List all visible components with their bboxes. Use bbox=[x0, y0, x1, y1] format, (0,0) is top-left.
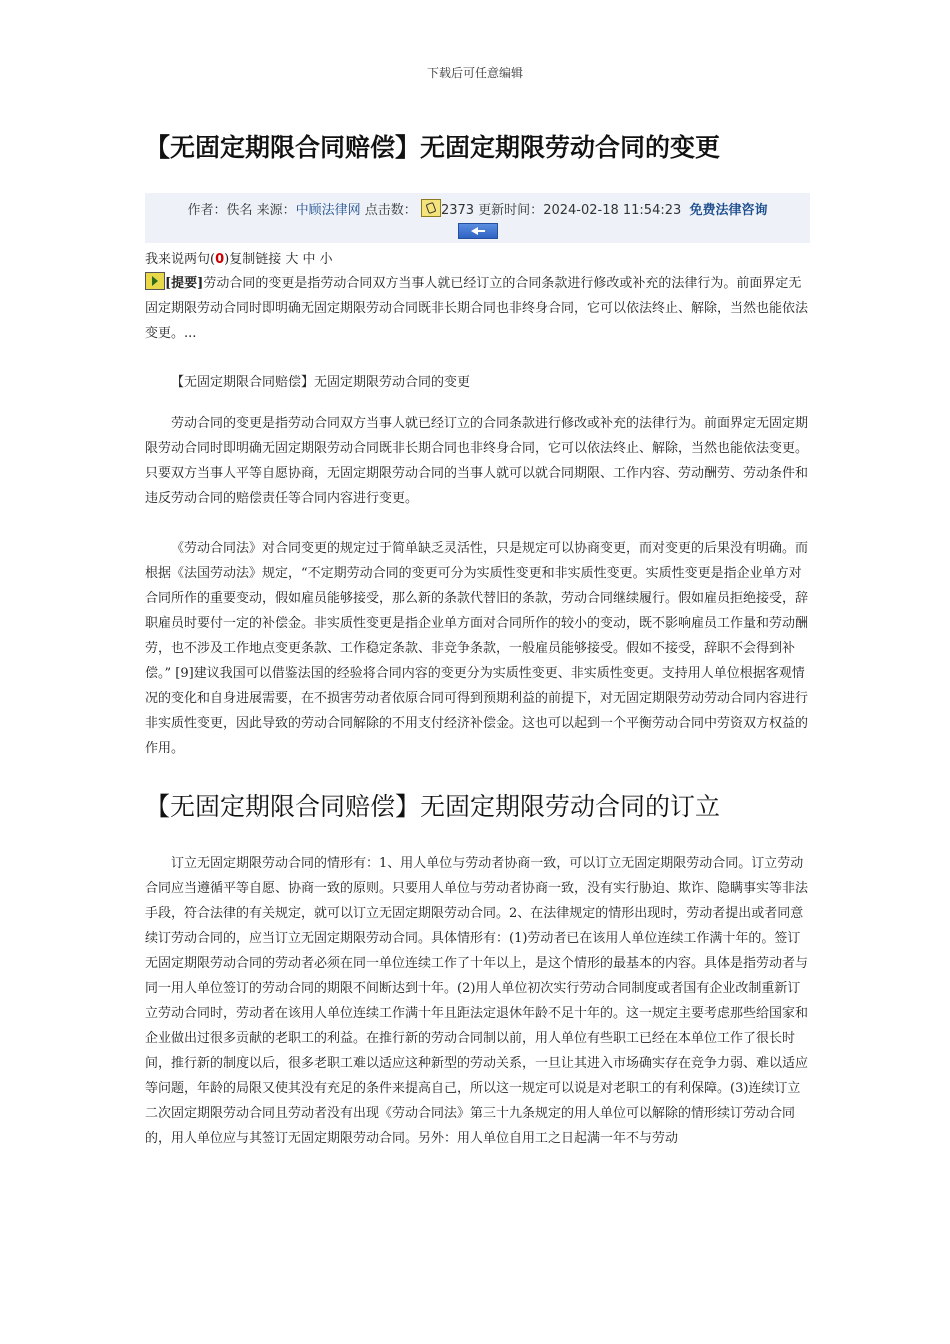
article-meta-bar bbox=[145, 193, 810, 243]
back-arrow-button[interactable] bbox=[458, 223, 498, 239]
comment-count: 0 bbox=[215, 252, 225, 267]
font-size-medium[interactable]: 中 bbox=[302, 252, 316, 267]
article-title: 【无固定期限合同赔偿】无固定期限劳动合同的变更 bbox=[145, 133, 721, 162]
section2-paragraph-1: 订立无固定期限劳动合同的情形有：1、用人单位与劳动者协商一致，可以订立无固定期限劳动合同。订立劳动合同应当遵循平等自愿、协商一致的原则。只要用人单位与劳动者协商一致，没有实行胁迫、欺诈、隐瞒事实等非法手段，符合法律的有关规定，就可以订立无固定期限劳动合同。2、在法律规定的情形出现时，劳动者提出或者同意续订劳动合同的，应当订立无固定期限劳动合同。具体情形有：(1)劳动者已在该用人单位连续工作满十年的。签订无固定期限劳动合同的劳动者必须在同一单位连续工作了十年以上，是这个情形的最基本的内容。具体是指劳动者与同一用人单位签订的劳动合同的期限不间断达到十年。(2)用人单位初次实行劳动合同制度或者国有企业改制重新订立劳动合同时，劳动者在该用人单位连续工作满十年且距法定退休年龄不足十年的。这一规定主要考虑那些给国家和企业做出过很多贡献的老职工的利益。在推行新的劳动合同制以前，用人单位有些职工已经在本单位工作了很长时间，推行新的制度以后，很多老职工难以适应这种新型的劳动关系，一旦让其进入市场确实存在竞争力弱、难以适应等问题，年龄的局限又使其没有充足的条件来提高自己，所以这一规定可以说是对老职工的有利保障。(3)连续订立二次固定期限劳动合同且劳动者没有出现《劳动合同法》第三十九条规定的用人单位可以解除的情形续订劳动合同的，用人单位应与其签订无固定期限劳动合同。另外：用人单位自用工之日起满一年不与劳动 bbox=[145, 856, 809, 1146]
comment-prefix: 我来说两句( bbox=[145, 252, 216, 267]
author-label: 作者： bbox=[187, 203, 227, 218]
hit-counter-icon bbox=[421, 199, 441, 217]
updated-label: 更新时间： bbox=[478, 203, 544, 218]
copy-link-button[interactable]: 复制链接 bbox=[229, 252, 282, 267]
section2-title: 【无固定期限合同赔偿】无固定期限劳动合同的订立 bbox=[145, 792, 721, 821]
hits-value: 2373 bbox=[440, 203, 475, 218]
summary-text: 劳动合同的变更是指劳动合同双方当事人就已经订立的合同条款进行修改或补充的法律行为。前面界定无固定期限劳动合同时即明确无固定期限劳动合同既非长期合同也非终身合同，它可以依法终止、解除，当然也能依法变更。... bbox=[145, 276, 809, 341]
summary-arrow-icon bbox=[145, 272, 165, 290]
font-size-small[interactable]: 小 bbox=[319, 252, 333, 267]
comment-link[interactable] bbox=[145, 252, 229, 267]
source-label: 来源： bbox=[256, 203, 296, 218]
article-container bbox=[145, 128, 810, 1151]
section1-paragraph-1: 劳动合同的变更是指劳动合同双方当事人就已经订立的合同条款进行修改或补充的法律行为。前面界定无固定期限劳动合同时即明确无固定期限劳动合同既非长期合同也非终身合同，它可以依法终止、解除，当然也能依法变更。只要双方当事人平等自愿协商，无固定期限劳动合同的当事人就可以就合同期限、工作内容、劳动酬劳、劳动条件和违反劳动合同的赔偿责任等合同内容进行变更。 bbox=[145, 416, 809, 506]
hits-label: 点击数： bbox=[364, 203, 417, 218]
section1-lead: 【无固定期限合同赔偿】无固定期限劳动合同的变更 bbox=[171, 375, 471, 390]
article-tools bbox=[145, 251, 810, 269]
updated-value: 2024-02-18 11:54:23 bbox=[543, 203, 682, 218]
free-legal-consult-link[interactable]: 免费法律咨询 bbox=[689, 203, 768, 218]
author-value: 佚名 bbox=[226, 203, 253, 218]
comment-suffix: ) bbox=[224, 252, 230, 267]
source-link[interactable]: 中顾法律网 bbox=[295, 203, 361, 218]
font-size-large[interactable]: 大 bbox=[285, 252, 299, 267]
article-summary bbox=[145, 271, 810, 346]
section1-paragraph-2: 《劳动合同法》对合同变更的规定过于简单缺乏灵活性，只是规定可以协商变更，而对变更的后果没有明确。而根据《法国劳动法》规定，“不定期劳动合同的变更可分为实质性变更和非实质性变更。实质性变更是指企业单方对合同所作的重要变动，假如雇员能够接受，那么新的条款代替旧的条款，劳动合同继续履行。假如雇员拒绝接受，辞职雇员时要付一定的补偿金。非实质性变更是指企业单方面对合同所作的较小的变动，既不影响雇员工作量和劳动酬劳，也不涉及工作地点变更条款、工作稳定条款、非竞争条款，一般雇员能够接受。假如不接受，辞职不会得到补偿。” [9]建议我国可以借鉴法国的经验将合同内容的变更分为实质性变更、非实质性变更。支持用人单位根据客观情况的变化和自身进展需要，在不损害劳动者依原合同可得到预期利益的前提下，对无固定期限劳动劳动合同内容进行非实质性变更，因此导致的劳动合同解除的不用支付经济补偿金。这也可以起到一个平衡劳动合同中劳资双方权益的作用。 bbox=[145, 541, 809, 756]
page-header-note: 下载后可任意编辑 bbox=[426, 66, 523, 80]
summary-tag: [提要] bbox=[165, 276, 204, 291]
